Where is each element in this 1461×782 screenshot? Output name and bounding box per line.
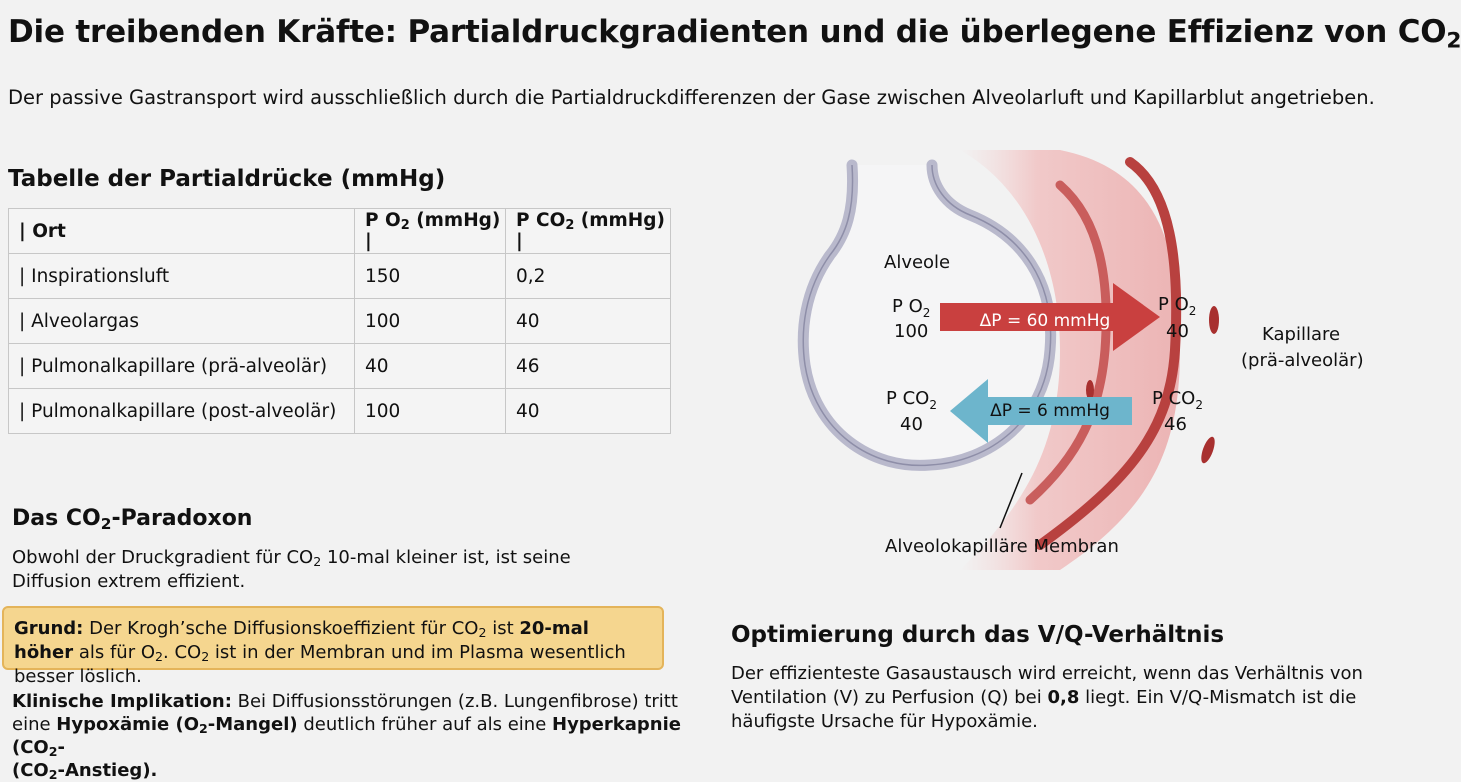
table-header-row bbox=[9, 209, 671, 254]
cell-ort: | Inspirationsluft bbox=[9, 254, 355, 299]
po2-left-label: P $O_2$ bbox=[892, 296, 931, 320]
cell-po2: 40 bbox=[355, 344, 506, 389]
page-title: Die treibenden Kräfte: Partialdruckgradienten und die überlegene Effizienz von $CO_2$ bbox=[8, 14, 1461, 54]
header-pco2: P $CO_2$ (mmHg) | bbox=[506, 209, 671, 254]
table-row bbox=[9, 344, 671, 389]
lead-text: Der passive Gastransport wird ausschließlich durch die Partialdruckdifferenzen der Gase zwischen Alveolarluft und Kapillarblut angetrieben. bbox=[8, 86, 1375, 109]
cell-pco2: 40 bbox=[506, 299, 671, 344]
pco2-right-label: P $CO_2$ bbox=[1152, 388, 1203, 412]
pco2-left-label: P $CO_2$ bbox=[886, 388, 937, 412]
cell-pco2: 46 bbox=[506, 344, 671, 389]
header-ort: | Ort bbox=[9, 209, 355, 254]
membran-label: Alveolokapilläre Membran bbox=[885, 536, 1119, 557]
pco2-right-value: 46 bbox=[1164, 414, 1187, 435]
table-heading: Tabelle der Partialdrücke (mmHg) bbox=[8, 166, 446, 192]
cell-po2: 100 bbox=[355, 299, 506, 344]
table-row bbox=[9, 299, 671, 344]
clinical-implication: Klinische Implikation: Bei Diffusionsstörungen (z.B. Lungenfibrose) tritt eine Hypoxämie $(O_2-Mangel)$ deutlich früher auf als eine Hyperkapnie ($CO_2-$ $(CO_2-Anstieg)$. bbox=[12, 691, 681, 782]
partial-pressure-table bbox=[8, 208, 671, 434]
o2-delta-label: ΔP = 60 mmHg bbox=[979, 311, 1111, 331]
paradox-heading: Das $CO_2$-Paradoxon bbox=[12, 506, 253, 533]
table-row bbox=[9, 254, 671, 299]
cell-ort: | Alveolargas bbox=[9, 299, 355, 344]
po2-left-value: 100 bbox=[894, 321, 929, 342]
kapillare-sublabel: (prä-alveolär) bbox=[1241, 350, 1364, 371]
vq-heading: Optimierung durch das V/Q-Verhältnis bbox=[731, 622, 1225, 648]
cell-ort: | Pulmonalkapillare (prä-alveolär) bbox=[9, 344, 355, 389]
cell-ort: | Pulmonalkapillare (post-alveolär) bbox=[9, 389, 355, 434]
cell-pco2: 0,2 bbox=[506, 254, 671, 299]
kapillare-label: Kapillare bbox=[1262, 324, 1341, 345]
pco2-left-value: 40 bbox=[900, 414, 923, 435]
red-blood-cell bbox=[1199, 435, 1218, 465]
alveole-label: Alveole bbox=[884, 252, 951, 273]
cell-pco2: 40 bbox=[506, 389, 671, 434]
header-po2: P $O_2$ (mmHg) | bbox=[355, 209, 506, 254]
gas-exchange-diagram bbox=[760, 150, 1380, 570]
po2-right-value: 40 bbox=[1166, 321, 1189, 342]
vq-text: Der effizienteste Gasaustausch wird erreicht, wenn das Verhältnis von Ventilation (V) zu Perfusion (Q) bei 0,8 liegt. Ein V/Q-Mismatch ist die häufigste Ursache für Hypoxämie. bbox=[731, 663, 1363, 732]
red-blood-cell bbox=[1209, 306, 1219, 334]
cell-po2: 100 bbox=[355, 389, 506, 434]
grund-highlight-box: Grund: Der Krogh’sche Diffusionskoeffizient für $CO_2$ ist 20-mal höher als für $O_2$. $CO_2$ ist in der Membran und im Plasma wesentlich besser löslich. bbox=[2, 606, 664, 670]
paradox-text: Obwohl der Druckgradient für $CO_2$ 10-mal kleiner ist, ist seine Diffusion extrem effizient. bbox=[12, 547, 571, 592]
table-row bbox=[9, 389, 671, 434]
po2-right-label: P $O_2$ bbox=[1158, 294, 1197, 318]
co2-delta-label: ΔP = 6 mmHg bbox=[990, 401, 1110, 421]
cell-po2: 150 bbox=[355, 254, 506, 299]
